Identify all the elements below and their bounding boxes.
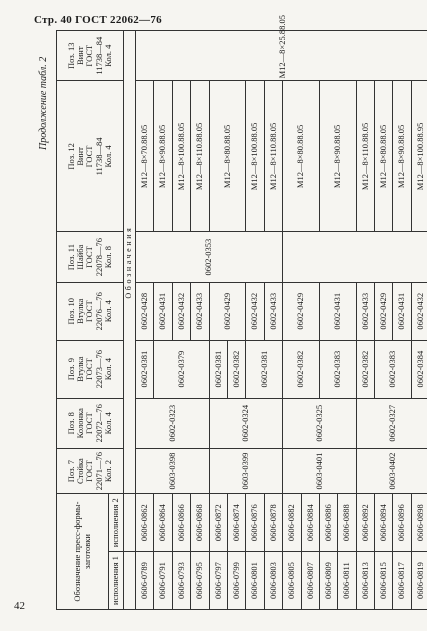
- exec2-cell: 0606-0862: [136, 494, 154, 552]
- table-row: [136, 31, 154, 610]
- table-row: 0606-0793 0606-0866 0602-0432 М12—8×100.88.05: [172, 31, 190, 610]
- position-13-header: Поз. 13 Винт ГОСТ 11738—84 Кол. 4: [57, 31, 124, 81]
- table-row: 0606-0807 0606-0884: [301, 31, 319, 610]
- vtulka9-cell: 0602-0381: [136, 340, 154, 398]
- stoyka-cell: 0603-0398: [136, 448, 210, 493]
- position-12-header: Поз. 12 Винт ГОСТ 11738—84 Кол. 4: [57, 81, 124, 232]
- vint12-cell: М12—8×70.88.05: [136, 81, 154, 232]
- designation-header: Обозначение пресс-формы-заготовки: [57, 494, 109, 610]
- table-row: 0606-0795 0606-0868 0602-0433 М12—8×110.88.05: [191, 31, 209, 610]
- table-row: 0606-0817 0606-0896 0602-0431 М12—8×90.88.05: [393, 31, 411, 610]
- position-9-header: Поз. 9 Втулка ГОСТ 22073—76 Кол. 4: [57, 340, 124, 398]
- position-8-header: Поз. 8 Колонка ГОСТ 22072—76 Кол. 4: [57, 398, 124, 448]
- exec1-header: исполнения 1: [109, 552, 124, 610]
- exec2-header: исполнения 2: [109, 494, 124, 552]
- table-row: 0606-0815 0606-0894 0602-0383 0602-0429 М12—8×80.88.05: [375, 31, 393, 610]
- table-row: 0606-0797 0606-0872 0603-0399 0602-0324 0602-0381 0602-0429 М12—8×80.88.05: [209, 31, 227, 610]
- table-row: 0606-0791 0606-0864 0602-0379 0602-0431 М12—8×90.88.05: [154, 31, 172, 610]
- table-row: 0606-0799 0606-0874 0602-0382: [227, 31, 245, 610]
- vtulka10-cell: 0602-0428: [136, 282, 154, 340]
- vint13-cell: М12—8×25.88.05: [136, 31, 427, 81]
- position-11-header: Поз. 11 Шайба ГОСТ 22078—76 Кол. 8: [57, 232, 124, 282]
- table-row: 0606-0813 0606-0892 0603-0402 0602-0327 0602-0382 0602-0433 М12—8×110.88.05: [356, 31, 374, 610]
- table-row: 0606-0809 0606-0886 0602-0383 0602-0431 М12—8×90.88.05: [319, 31, 337, 610]
- table-row: 0606-0801 0606-0876 0602-0381 0602-0432 М12—8×100.88.05: [246, 31, 264, 610]
- table-row: 0606-0811 0606-0888: [338, 31, 356, 610]
- exec1-cell: 0606-0789: [136, 552, 154, 610]
- table-row: 0606-0819 0606-0898 0602-0384 0602-0432 М12—8×100.88.95: [411, 31, 427, 610]
- position-7-header: Поз. 7 Стойка ГОСТ 22071—76 Кол. 2: [57, 448, 124, 493]
- page-number: 42: [14, 600, 25, 612]
- page-header: Стр. 40 ГОСТ 22062—76: [34, 14, 162, 26]
- kolonka-cell: 0602-0323: [136, 398, 210, 448]
- oboznachenia-label: Обозначения: [124, 31, 136, 494]
- shaiba-cell: 0602-0353: [136, 232, 283, 282]
- table-row: 0606-0803 0606-0878 0602-0433 М12—8×110.88.05: [264, 31, 282, 610]
- table-row: 0606-0805 0606-0882 0603-0401 0602-0325 0602-0382 0602-0429 М12—8×80.88.05: [283, 31, 301, 610]
- position-10-header: Поз. 10 Втулка ГОСТ 22076—76 Кол. 4: [57, 282, 124, 340]
- continuation-label: Продолжение табл. 2: [38, 56, 49, 150]
